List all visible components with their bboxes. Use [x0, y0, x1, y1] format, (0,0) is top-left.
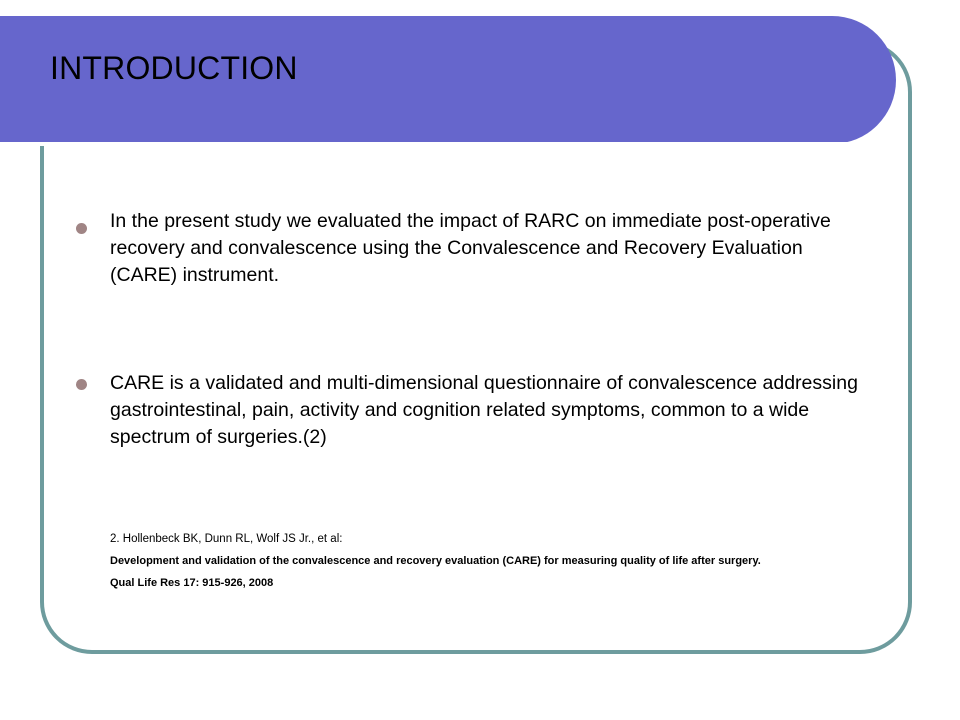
bullet-item-study: In the present study we evaluated the impact of RARC on immediate post-operative recovery and convalescence using the Convalescence and Recovery Evaluation (CARE) instrument.: [110, 210, 831, 286]
bullet-icon: [76, 379, 87, 390]
bullet-icon: [76, 223, 87, 234]
reference: [110, 531, 850, 591]
reference-journal: Qual Life Res 17: 915-926, 2008: [110, 577, 274, 589]
reference-title: Development and validation of the convalescence and recovery evaluation (CARE) for measuring quality of life after surgery.: [110, 555, 761, 567]
bullet-item-care: CARE is a validated and multi-dimensional questionnaire of convalescence addressing gastrointestinal, pain, activity and cognition related symptoms, common to a wide spectrum of surgeries.(2): [110, 372, 858, 448]
reference-authors: 2. Hollenbeck BK, Dunn RL, Wolf JS Jr., et al:: [110, 533, 343, 545]
slide-title: INTRODUCTION: [50, 50, 298, 86]
